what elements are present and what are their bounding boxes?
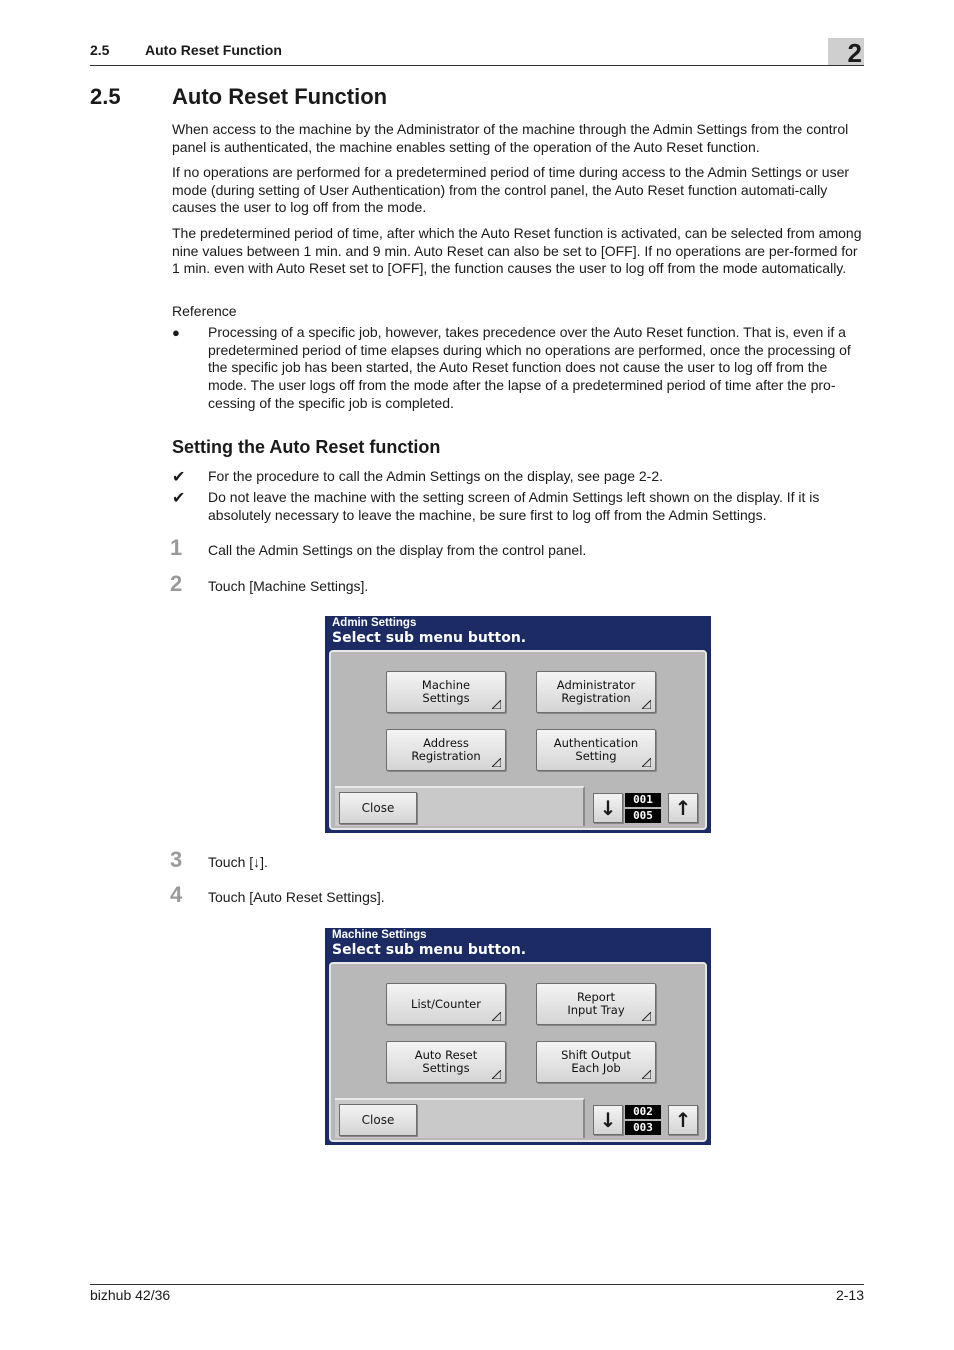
- bullet-icon: ●: [172, 325, 180, 340]
- corner-triangle-icon: [492, 1012, 501, 1021]
- page-current: 002: [625, 1105, 661, 1119]
- button-label: Settings: [422, 1061, 470, 1075]
- screen-body: [329, 650, 707, 830]
- corner-triangle-icon: [642, 1070, 651, 1079]
- button-label: Machine: [421, 678, 471, 692]
- address-registration-button[interactable]: [386, 729, 506, 771]
- arrow-down-icon[interactable]: ↓: [593, 793, 623, 823]
- close-button[interactable]: Close: [339, 1104, 417, 1136]
- corner-triangle-icon: [642, 1012, 651, 1021]
- page-total: 003: [625, 1121, 661, 1135]
- corner-triangle-icon: [492, 700, 501, 709]
- corner-triangle-icon: [492, 1070, 501, 1079]
- screen-subtitle: Select sub menu button.: [332, 630, 527, 646]
- reference-label: Reference: [172, 303, 237, 319]
- screen-body: [329, 962, 707, 1142]
- corner-triangle-icon: [492, 758, 501, 767]
- button-label: Input Tray: [567, 1003, 625, 1017]
- heading-number: 2.5: [90, 84, 121, 109]
- screen-subtitle: Select sub menu button.: [332, 942, 527, 958]
- page-counter: [625, 1105, 661, 1135]
- button-label: Shift Output: [561, 1048, 631, 1062]
- paragraph-auto-logoff: If no operations are performed for a predetermined period of time during access to the Admin Settings or user mode (during setting of User Authentication) from the control panel, the Auto Reset function automati-cally causes the user to log off from the mode.: [172, 164, 850, 216]
- header-section-number: 2.5: [90, 42, 110, 58]
- report-input-tray-button[interactable]: [536, 983, 656, 1025]
- administrator-registration-button[interactable]: [536, 671, 656, 713]
- step-text: Call the Admin Settings on the display from the control panel.: [208, 542, 587, 558]
- step-number: 4: [170, 882, 183, 907]
- check-item-text: Do not leave the machine with the setting screen of Admin Settings left shown on the display. If it is absolutely necessary to leave the machine, be sure first to log off from the Admin Settings.: [208, 489, 820, 523]
- auto-reset-settings-button[interactable]: [386, 1041, 506, 1083]
- header-section-title: Auto Reset Function: [145, 42, 282, 58]
- header-rule: [90, 65, 864, 66]
- page-current: 001: [625, 793, 661, 807]
- button-label: Report: [576, 990, 616, 1004]
- footer-page-number: 2-13: [835, 1287, 864, 1303]
- reference-text: Processing of a specific job, however, takes precedence over the Auto Reset function. That is, even if a predetermined period of time elapses during which no operations are performed, once the processing of the specific job has been started, the Auto Reset function does not cause the user to log off from the mode. The user logs off from the mode after the lapse of a predetermined period of time after the pro-cessing of the specific job is completed.: [208, 324, 851, 411]
- admin-settings-screen: [325, 616, 711, 833]
- button-label: Registration: [561, 691, 631, 705]
- button-label: Address: [423, 736, 469, 750]
- heading-title: Auto Reset Function: [172, 84, 388, 109]
- button-label: List/Counter: [411, 996, 481, 1011]
- machine-settings-screen: [325, 928, 711, 1145]
- subheading: Setting the Auto Reset function: [172, 437, 441, 457]
- paragraph-period: The predetermined period of time, after which the Auto Reset function is activated, can be selected from among nine values between 1 min. and 9 min. Auto Reset can also be set to [OFF]. If no operations are per-formed for 1 min. even with Auto Reset set to [OFF], the function causes the user to log off from the mode automatically.: [172, 225, 862, 277]
- arrow-up-icon[interactable]: ↑: [668, 793, 698, 823]
- step-text: Touch [Auto Reset Settings].: [208, 889, 385, 905]
- step-number: 3: [170, 847, 183, 872]
- check-item-text: For the procedure to call the Admin Settings on the display, see page 2-2.: [208, 468, 664, 484]
- button-label: Registration: [411, 749, 481, 763]
- chapter-badge: 2: [828, 38, 864, 66]
- button-label: Authentication: [553, 736, 639, 750]
- shift-output-each-job-button[interactable]: [536, 1041, 656, 1083]
- screen-title: Machine Settings: [332, 929, 427, 941]
- corner-triangle-icon: [642, 700, 651, 709]
- footer-model: bizhub 42/36: [90, 1287, 171, 1303]
- step-number: 1: [170, 535, 183, 560]
- button-label: Auto Reset: [414, 1048, 478, 1062]
- close-button[interactable]: Close: [339, 792, 417, 824]
- button-label: Each Job: [571, 1061, 621, 1075]
- machine-settings-button[interactable]: [386, 671, 506, 713]
- button-label: Settings: [422, 691, 470, 705]
- page-total: 005: [625, 809, 661, 823]
- footer-rule: [90, 1284, 864, 1285]
- step-number: 2: [170, 571, 183, 596]
- arrow-down-icon[interactable]: ↓: [593, 1105, 623, 1135]
- button-label: Setting: [575, 749, 617, 763]
- checkmark-icon: ✔: [172, 469, 186, 486]
- page-counter: [625, 793, 661, 823]
- step-text: Touch [Machine Settings].: [208, 578, 369, 594]
- list-counter-button[interactable]: [386, 983, 506, 1025]
- authentication-setting-button[interactable]: [536, 729, 656, 771]
- button-label: Administrator: [556, 678, 636, 692]
- paragraph-intro: When access to the machine by the Administrator of the machine through the Admin Settings from the control panel is authenticated, the machine enables setting of the operation of the Auto Reset function.: [172, 121, 849, 155]
- corner-triangle-icon: [642, 758, 651, 767]
- checkmark-icon: ✔: [172, 490, 186, 507]
- arrow-up-icon[interactable]: ↑: [668, 1105, 698, 1135]
- step-text: Touch [↓].: [208, 854, 268, 870]
- screen-title: Admin Settings: [332, 617, 417, 629]
